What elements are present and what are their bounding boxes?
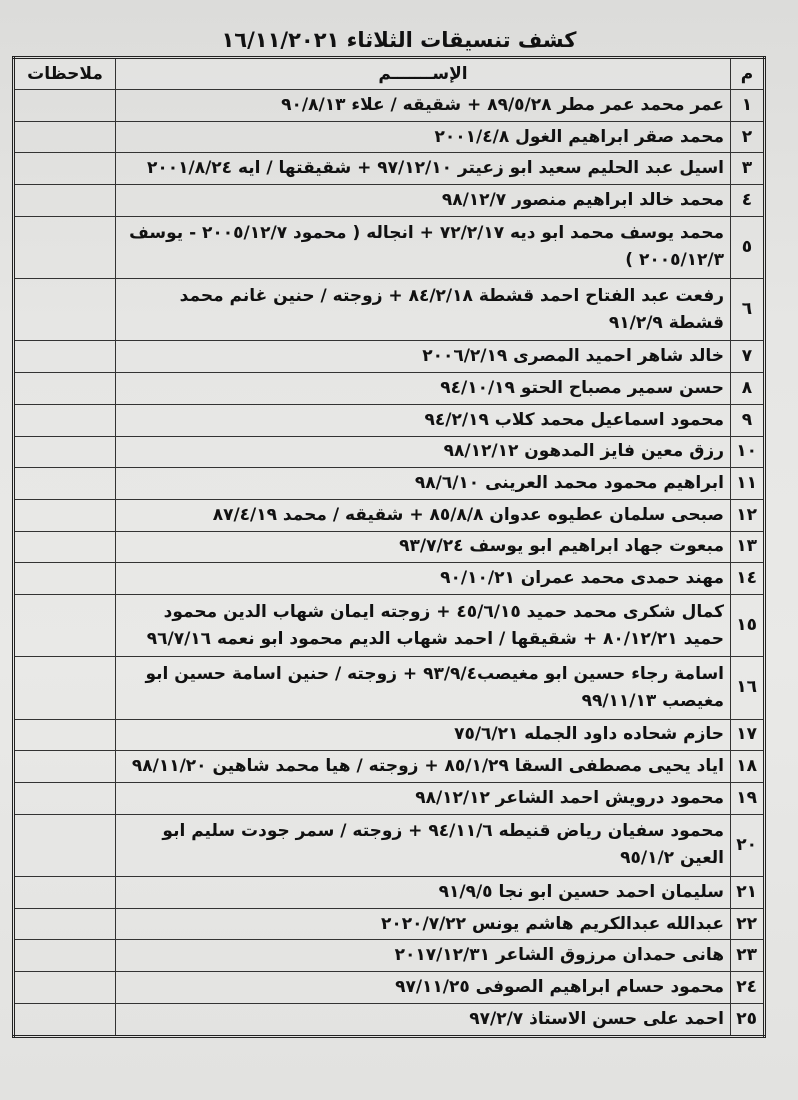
row-number: ٢٣ [731, 940, 765, 972]
table-row [14, 279, 765, 341]
table-row [14, 1003, 765, 1036]
row-notes [14, 499, 116, 531]
row-notes [14, 1003, 116, 1036]
row-number: ١٢ [731, 499, 765, 531]
row-name: عمر محمد عمر مطر ٨٩/٥/٢٨ + شقيقه / علاء ٩٠/٨/١٣ [116, 90, 731, 122]
row-name: حسن سمير مصباح الحتو ٩٤/١٠/١٩ [116, 373, 731, 405]
table-row [14, 595, 765, 657]
row-name: سليمان احمد حسين ابو نجا ٩١/٩/٥ [116, 877, 731, 909]
row-number: ١ [731, 90, 765, 122]
row-number: ١٠ [731, 436, 765, 468]
header-name: الإســـــــم [116, 58, 731, 90]
table-body [14, 90, 765, 1037]
names-table [12, 56, 766, 1038]
row-number: ٢٥ [731, 1003, 765, 1036]
table-row [14, 185, 765, 217]
table-row [14, 499, 765, 531]
table-row [14, 814, 765, 876]
table-row [14, 90, 765, 122]
table-row [14, 121, 765, 153]
row-name: محمود سفيان رياض قنيطه ٩٤/١١/٦ + زوجته / سمر جودت سليم ابو العين ٩٥/١/٢ [116, 814, 731, 876]
row-notes [14, 153, 116, 185]
table-row [14, 783, 765, 815]
row-number: ٥ [731, 216, 765, 278]
row-name: اسامة رجاء حسين ابو مغيصب٩٣/٩/٤ + زوجته / حنين اسامة حسين ابو مغيصب ٩٩/١١/١٣ [116, 657, 731, 719]
row-name: مبعوت جهاد ابراهيم ابو يوسف ٩٣/٧/٢٤ [116, 531, 731, 563]
row-name: حازم شحاده داود الجمله ٧٥/٦/٢١ [116, 719, 731, 751]
row-name: احمد على حسن الاستاذ ٩٧/٢/٧ [116, 1003, 731, 1036]
table-row [14, 719, 765, 751]
row-notes [14, 531, 116, 563]
table-row [14, 341, 765, 373]
table-row [14, 940, 765, 972]
row-notes [14, 563, 116, 595]
table-row [14, 972, 765, 1004]
row-notes [14, 595, 116, 657]
row-name: عبدالله عبدالكريم هاشم يونس ٢٠٢٠/٧/٢٢ [116, 908, 731, 940]
row-number: ٨ [731, 373, 765, 405]
row-name: محمد صقر ابراهيم الغول ٢٠٠١/٤/٨ [116, 121, 731, 153]
table-row [14, 657, 765, 719]
row-number: ١٣ [731, 531, 765, 563]
table-row [14, 404, 765, 436]
row-name: رفعت عبد الفتاح احمد قشطة ٨٤/٢/١٨ + زوجته / حنين غانم محمد قشطة ٩١/٢/٩ [116, 279, 731, 341]
row-number: ١٤ [731, 563, 765, 595]
row-notes [14, 279, 116, 341]
row-notes [14, 341, 116, 373]
row-number: ٤ [731, 185, 765, 217]
row-number: ٢١ [731, 877, 765, 909]
table-header-row [14, 58, 765, 90]
row-name: رزق معين فايز المدهون ٩٨/١٢/١٢ [116, 436, 731, 468]
row-number: ٢٤ [731, 972, 765, 1004]
row-notes [14, 657, 116, 719]
table-row [14, 531, 765, 563]
row-name: مهند حمدى محمد عمران ٩٠/١٠/٢١ [116, 563, 731, 595]
row-notes [14, 216, 116, 278]
table-row [14, 877, 765, 909]
row-number: ١٥ [731, 595, 765, 657]
row-notes [14, 908, 116, 940]
row-name: ابراهيم محمود محمد العرينى ٩٨/٦/١٠ [116, 468, 731, 500]
row-notes [14, 814, 116, 876]
row-name: صبحى سلمان عطيوه عدوان ٨٥/٨/٨ + شقيقه / محمد ٨٧/٤/١٩ [116, 499, 731, 531]
row-number: ٢٢ [731, 908, 765, 940]
row-notes [14, 719, 116, 751]
row-number: ٢٠ [731, 814, 765, 876]
table-row [14, 373, 765, 405]
row-notes [14, 436, 116, 468]
row-number: ٢ [731, 121, 765, 153]
row-name: اسيل عبد الحليم سعيد ابو زعيتر ٩٧/١٢/١٠ + شقيقتها / ايه ٢٠٠١/٨/٢٤ [116, 153, 731, 185]
row-number: ١٧ [731, 719, 765, 751]
row-notes [14, 783, 116, 815]
table-row [14, 751, 765, 783]
row-number: ١١ [731, 468, 765, 500]
row-name: محمود اسماعيل محمد كلاب ٩٤/٢/١٩ [116, 404, 731, 436]
row-name: خالد شاهر احميد المصرى ٢٠٠٦/٢/١٩ [116, 341, 731, 373]
row-notes [14, 373, 116, 405]
row-name: محمود حسام ابراهيم الصوفى ٩٧/١١/٢٥ [116, 972, 731, 1004]
row-number: ١٩ [731, 783, 765, 815]
table-row [14, 908, 765, 940]
row-name: محمود درويش احمد الشاعر ٩٨/١٢/١٢ [116, 783, 731, 815]
header-notes: ملاحظات [14, 58, 116, 90]
row-number: ٩ [731, 404, 765, 436]
row-name: كمال شكرى محمد حميد ٤٥/٦/١٥ + زوجته ايمان شهاب الدين محمود حميد ٨٠/١٢/٢١ + شقيقها / احمد شهاب الديم محمود ابو نعمه ٩٦/٧/١٦ [116, 595, 731, 657]
header-number: م [731, 58, 765, 90]
table-row [14, 153, 765, 185]
row-notes [14, 972, 116, 1004]
row-name: هانى حمدان مرزوق الشاعر ٢٠١٧/١٢/٣١ [116, 940, 731, 972]
row-number: ٣ [731, 153, 765, 185]
row-notes [14, 121, 116, 153]
row-number: ١٨ [731, 751, 765, 783]
table-row [14, 436, 765, 468]
row-notes [14, 468, 116, 500]
row-name: محمد خالد ابراهيم منصور ٩٨/١٢/٧ [116, 185, 731, 217]
row-notes [14, 185, 116, 217]
row-notes [14, 90, 116, 122]
row-number: ٧ [731, 341, 765, 373]
page-title: كشف تنسيقات الثلاثاء ١٦/١١/٢٠٢١ [221, 28, 577, 52]
table-row [14, 563, 765, 595]
row-notes [14, 877, 116, 909]
row-notes [14, 940, 116, 972]
row-number: ٦ [731, 279, 765, 341]
row-number: ١٦ [731, 657, 765, 719]
row-name: اياد يحيى مصطفى السقا ٨٥/١/٢٩ + زوجته / هيا محمد شاهين ٩٨/١١/٢٠ [116, 751, 731, 783]
row-notes [14, 751, 116, 783]
table-row [14, 468, 765, 500]
row-notes [14, 404, 116, 436]
row-name: محمد يوسف محمد ابو ديه ٧٢/٢/١٧ + انجاله ( محمود ٢٠٠٥/١٢/٧ - يوسف ٢٠٠٥/١٢/٣ ) [116, 216, 731, 278]
table-row [14, 216, 765, 278]
